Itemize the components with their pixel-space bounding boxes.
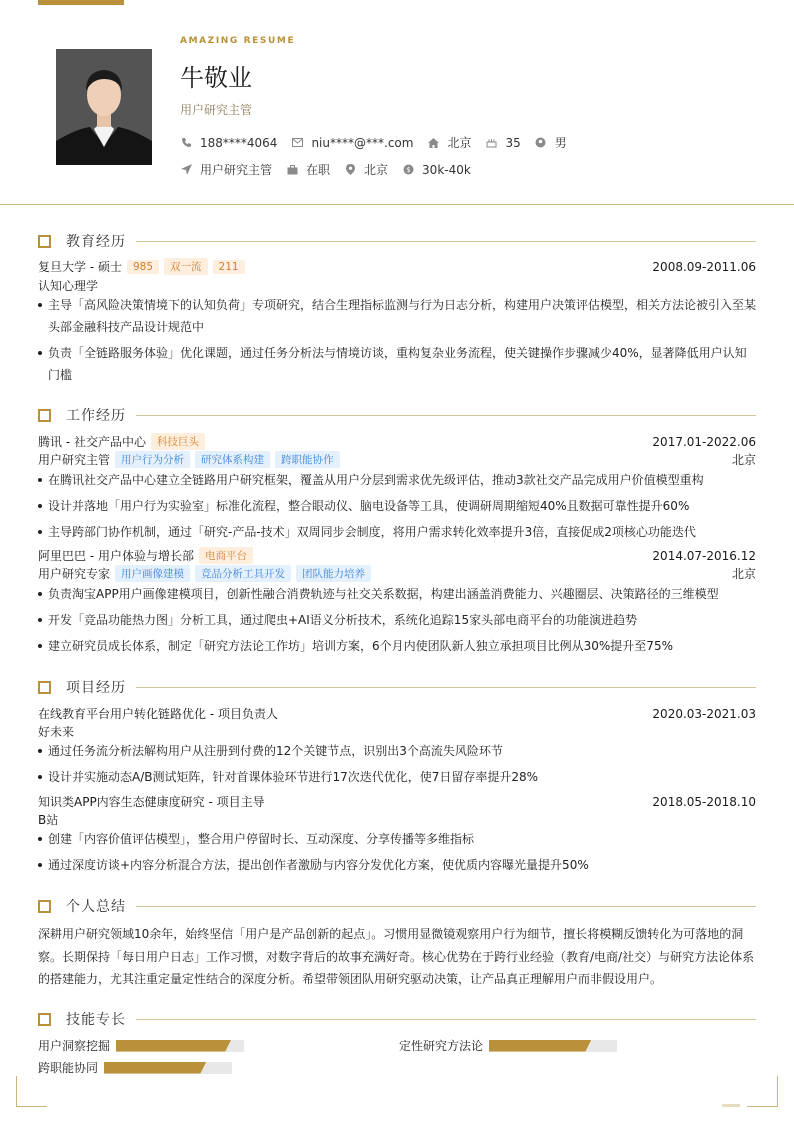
work-city: 北京 xyxy=(731,567,756,581)
company-tag: 科技巨头 xyxy=(151,433,205,450)
phone-item xyxy=(180,136,277,150)
section-education xyxy=(38,231,756,251)
salary-text: 30k-40k xyxy=(422,162,471,177)
section-title-skills: 技能专长 xyxy=(66,1012,126,1028)
age-text: 35 xyxy=(505,135,521,150)
project-title: 知识类APP内容生态健康度研究 - 项目主导 xyxy=(38,795,265,809)
section-marker-icon xyxy=(38,681,51,694)
target-city-text: 北京 xyxy=(364,163,389,177)
cake-icon xyxy=(485,137,497,149)
list-item: 主导「高风险决策情境下的认知负荷」专项研究，结合生理指标监测与行为日志分析，构建用户决策评估模型，相关方法论被引入至某头部金融科技产品设计规范中 xyxy=(38,294,756,338)
section-divider xyxy=(136,1019,756,1020)
status-item xyxy=(286,161,330,178)
target-role-item xyxy=(180,161,272,178)
list-item: 设计并落地「用户行为实验室」标准化流程，整合眼动仪、脑电设备等工具，使调研周期缩短40%且数据可靠性提升60% xyxy=(38,495,756,517)
work-bullets xyxy=(38,583,756,661)
corner-accent xyxy=(722,1104,740,1107)
section-marker-icon xyxy=(38,1013,51,1026)
skill-bar xyxy=(489,1040,617,1052)
status-text: 在职 xyxy=(306,163,331,177)
list-item: 建立研究员成长体系，制定「研究方法论工作坊」培训方案，6个月内使团队新人独立承担项目比例从30%提升至75% xyxy=(38,635,756,657)
skill-tag: 竞品分析工具开发 xyxy=(195,565,291,582)
skill-tag: 团队能力培养 xyxy=(296,565,371,582)
section-projects xyxy=(38,677,756,697)
location-icon xyxy=(344,164,356,176)
job-role: 用户研究主管 xyxy=(38,453,111,467)
skill-item xyxy=(399,1037,617,1054)
job-role: 用户研究专家 xyxy=(38,567,111,581)
education-tag: 211 xyxy=(213,260,245,274)
list-item: 主导跨部门协作机制，通过「研究-产品-技术」双周同步会制度，将用户需求转化效率提升3倍，直接促成2项核心功能迭代 xyxy=(38,521,756,543)
list-item: 通过深度访谈+内容分析混合方法，提出创作者激励与内容分发优化方案，使优质内容曝光量提升50% xyxy=(38,854,756,876)
briefcase-icon xyxy=(286,164,298,176)
project-org-row xyxy=(38,811,756,828)
school-degree: 复旦大学 - 硕士 xyxy=(38,260,122,274)
section-title-work: 工作经历 xyxy=(66,408,126,424)
skill-bar xyxy=(104,1062,232,1074)
city-text: 北京 xyxy=(447,136,472,150)
section-marker-icon xyxy=(38,409,51,422)
profile-photo xyxy=(56,49,152,165)
work-date: 2017.01-2022.06 xyxy=(652,434,756,449)
skill-name: 定性研究方法论 xyxy=(399,1039,484,1053)
section-divider xyxy=(136,241,756,242)
section-title-summary: 个人总结 xyxy=(66,899,126,915)
svg-text:$: $ xyxy=(405,166,411,174)
job-intent-row xyxy=(180,161,485,178)
section-divider xyxy=(136,906,756,907)
project-bullets xyxy=(38,740,756,792)
company-name: 阿里巴巴 - 用户体验与增长部 xyxy=(38,549,194,563)
work-bullets xyxy=(38,469,756,547)
skill-tag: 研究体系构建 xyxy=(195,451,270,468)
salary-item xyxy=(402,163,471,177)
age-item xyxy=(485,136,520,150)
education-tag: 985 xyxy=(127,260,159,274)
section-divider xyxy=(136,415,756,416)
project-entry-head xyxy=(38,793,756,810)
education-tag: 双一流 xyxy=(164,258,208,275)
candidate-title: 用户研究主管 xyxy=(180,103,253,117)
gender-text: 男 xyxy=(554,136,567,150)
company-tag: 电商平台 xyxy=(199,547,253,564)
section-work xyxy=(38,405,756,425)
work-city: 北京 xyxy=(731,453,756,467)
gender-icon xyxy=(535,137,547,149)
project-org-row xyxy=(38,723,756,740)
education-major: 认知心理学 xyxy=(38,279,99,293)
section-title-projects: 项目经历 xyxy=(66,680,126,696)
candidate-name: 牛敬业 xyxy=(180,64,252,92)
education-date: 2008.09-2011.06 xyxy=(652,259,756,274)
target-role-text: 用户研究主管 xyxy=(200,163,273,177)
project-org: 好未来 xyxy=(38,725,75,739)
email-item xyxy=(291,136,413,150)
work-role-row xyxy=(38,451,756,468)
list-item: 在腾讯社交产品中心建立全链路用户研究框架，覆盖从用户分层到需求优先级评估，推动3款社交产品完成用户价值模型重构 xyxy=(38,469,756,491)
education-entry-head xyxy=(38,258,756,275)
mail-icon xyxy=(291,137,303,149)
skill-item xyxy=(38,1059,232,1076)
corner-ornament xyxy=(16,1076,47,1107)
skill-bar xyxy=(116,1040,244,1052)
section-skills xyxy=(38,1009,756,1029)
resume-tagline: AMAZING RESUME xyxy=(180,36,296,46)
work-role-row xyxy=(38,565,756,582)
section-marker-icon xyxy=(38,235,51,248)
list-item: 开发「竞品功能热力图」分析工具，通过爬虫+AI语义分析技术，系统化追踪15家头部电商平台的功能演进趋势 xyxy=(38,609,756,631)
skill-name: 跨职能协同 xyxy=(38,1061,99,1075)
skill-bar-fill xyxy=(116,1040,231,1052)
salary-icon xyxy=(402,164,414,176)
send-icon xyxy=(180,164,192,176)
phone-icon xyxy=(180,137,192,149)
gender-item xyxy=(535,134,567,151)
list-item: 设计并实施动态A/B测试矩阵，针对首课体验环节进行17次迭代优化，使7日留存率提升28% xyxy=(38,766,756,788)
city-item xyxy=(427,134,471,151)
contact-row xyxy=(180,134,581,151)
skill-name: 用户洞察挖掘 xyxy=(38,1039,111,1053)
project-date: 2018.05-2018.10 xyxy=(652,794,756,809)
project-entry-head xyxy=(38,705,756,722)
list-item: 通过任务流分析法解构用户从注册到付费的12个关键节点，识别出3个高流失风险环节 xyxy=(38,740,756,762)
home-icon xyxy=(427,137,439,149)
skill-bar-fill xyxy=(489,1040,591,1052)
skill-tag: 跨职能协作 xyxy=(275,451,340,468)
section-marker-icon xyxy=(38,900,51,913)
phone-text: 188****4064 xyxy=(200,135,278,150)
skill-tag: 用户行为分析 xyxy=(115,451,190,468)
corner-ornament xyxy=(747,1076,778,1107)
list-item: 创建「内容价值评估模型」，整合用户停留时长、互动深度、分享传播等多维指标 xyxy=(38,828,756,850)
skill-tag: 用户画像建模 xyxy=(115,565,190,582)
education-major-row xyxy=(38,277,756,294)
work-entry-head xyxy=(38,547,756,564)
list-item: 负责淘宝APP用户画像建模项目，创新性融合消费轨迹与社交关系数据，构建出涵盖消费能力、兴趣圈层、决策路径的三维模型 xyxy=(38,583,756,605)
list-item: 负责「全链路服务体验」优化课题，通过任务分析法与情境访谈，重构复杂业务流程，使关键操作步骤减少40%，显著降低用户认知门槛 xyxy=(38,342,756,386)
summary-text: 深耕用户研究领域10余年，始终坚信「用户是产品创新的起点」。习惯用显微镜观察用户行为细节，擅长将模糊反馈转化为可落地的洞察。长期保持「每日用户日志」工作习惯，对数字背后的故事充满好奇。核心优势在于跨行业经验（教育/电商/社交）与研究方法论体系的搭建能力，尤其注重定量定性结合的深度分析。希望带领团队用研究驱动决策，让产品真正理解用户而非假设用户。 xyxy=(38,927,755,986)
email-text: niu****@***.com xyxy=(311,135,414,150)
project-org: B站 xyxy=(38,813,59,827)
project-title: 在线教育平台用户转化链路优化 - 项目负责人 xyxy=(38,707,278,721)
section-summary xyxy=(38,896,756,916)
resume-header xyxy=(0,0,794,205)
target-city-item xyxy=(344,161,388,178)
section-title-education: 教育经历 xyxy=(66,234,126,250)
skill-item xyxy=(38,1037,244,1054)
section-divider xyxy=(136,687,756,688)
project-date: 2020.03-2021.03 xyxy=(652,706,756,721)
work-date: 2014.07-2016.12 xyxy=(652,548,756,563)
project-bullets xyxy=(38,828,756,880)
skill-bar-fill xyxy=(104,1062,206,1074)
work-entry-head xyxy=(38,433,756,450)
company-name: 腾讯 - 社交产品中心 xyxy=(38,435,146,449)
education-bullets xyxy=(38,294,756,390)
